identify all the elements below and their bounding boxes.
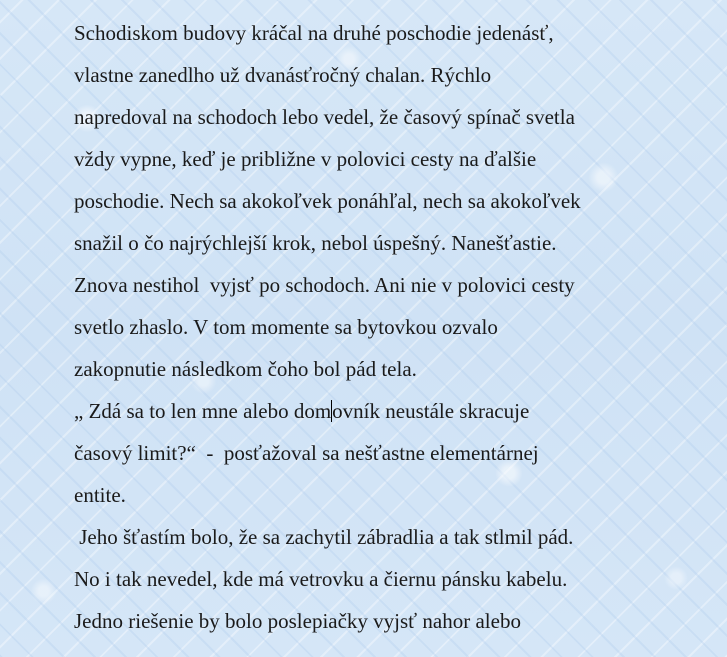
text-after-caret: ovník neustále skracuje — [332, 399, 530, 423]
text-line-5: poschodie. Nech sa akokoľvek ponáhľal, nech sa akokoľvek — [74, 189, 581, 213]
text-line-4: vždy vypne, keď je približne v polovici cesty na ďalšie — [74, 147, 537, 171]
text-line-2: vlastne zanedlho už dvanásťročný chalan. Rýchlo — [74, 63, 492, 87]
text-line-3: napredoval na schodoch lebo vedel, že časový spínač svetla — [74, 105, 575, 129]
text-line-10 — [74, 390, 694, 432]
text-line-7: Znova nestihol vyjsť po schodoch. Ani nie v polovici cesty — [74, 273, 575, 297]
text-line-6: snažil o čo najrýchlejší krok, nebol úspešný. Nanešťastie. — [74, 231, 557, 255]
text-line-15: Jedno riešenie by bolo poslepiačky vyjsť nahor alebo — [74, 609, 521, 633]
text-line-9: zakopnutie následkom čoho bol pád tela. — [74, 357, 417, 381]
text-line-11: časový limit?“ - posťažoval sa nešťastne elementárnej — [74, 441, 539, 465]
text-line-14: No i tak nevedel, kde má vetrovku a čiernu pánsku kabelu. — [74, 567, 568, 591]
text-line-13: Jeho šťastím bolo, že sa zachytil zábradlia a tak stlmil pád. — [74, 525, 574, 549]
document-text-area[interactable] — [74, 12, 694, 642]
text-line-8: svetlo zhaslo. V tom momente sa bytovkou ozvalo — [74, 315, 498, 339]
text-before-caret: „ Zdá sa to len mne alebo dom — [74, 399, 332, 423]
text-line-12: entite. — [74, 483, 126, 507]
text-line-1: Schodiskom budovy kráčal na druhé poschodie jedenásť, — [74, 21, 554, 45]
